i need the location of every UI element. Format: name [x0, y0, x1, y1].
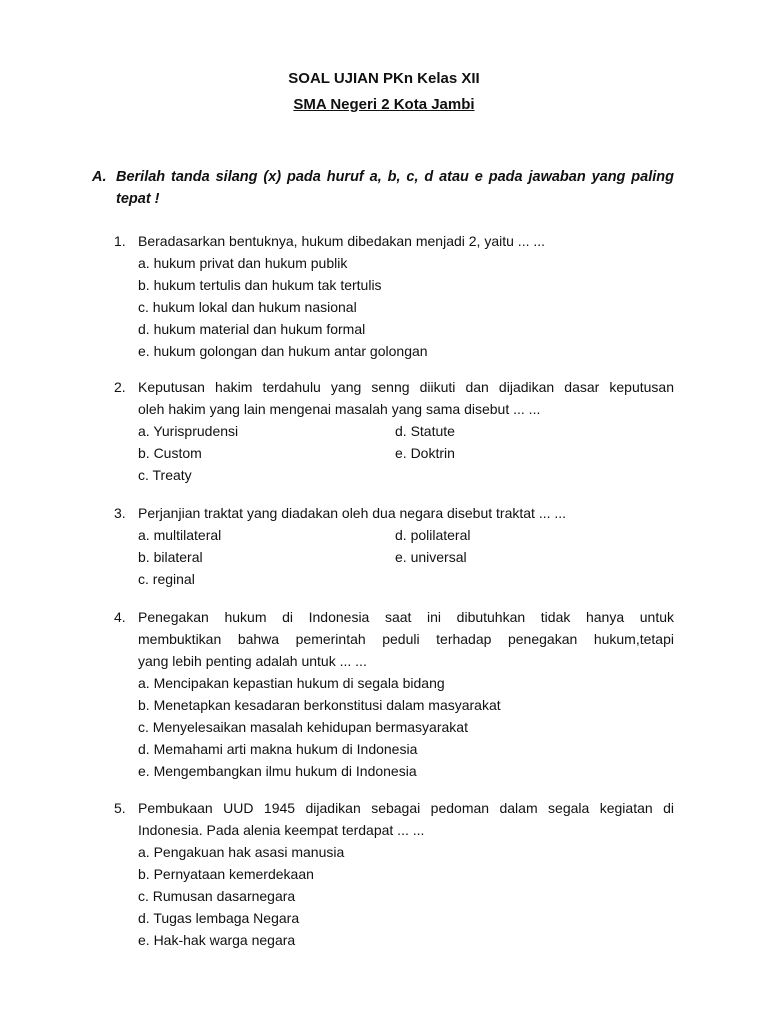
section-instruction	[92, 166, 674, 210]
option-empty	[395, 464, 674, 486]
question-number: 5.	[114, 800, 126, 816]
option-empty	[395, 568, 674, 590]
question-text: Perjanjian traktat yang diadakan oleh dua negara disebut traktat ... ...	[138, 505, 567, 521]
question-text-line: Penegakan hukum di Indonesia saat ini dibutuhkan tidak hanya untuk	[138, 609, 674, 625]
question-3	[114, 502, 674, 590]
question-text-line: Keputusan hakim terdahulu yang senng diikuti dan dijadikan dasar keputusan	[138, 379, 674, 395]
option-c: c. reginal	[138, 571, 195, 587]
option-c: c. Treaty	[138, 467, 192, 483]
question-2	[114, 376, 674, 486]
option-c: c. Rumusan dasarnegara	[138, 888, 296, 904]
question-number: 2.	[114, 379, 126, 395]
option-e: e. hukum golongan dan hukum antar golongan	[138, 343, 428, 359]
option-b: b. hukum tertulis dan hukum tak tertulis	[138, 277, 382, 293]
option-c: c. Menyelesaikan masalah kehidupan bermasyarakat	[138, 719, 468, 735]
option-e: e. universal	[395, 549, 467, 565]
question-text-line: yang lebih penting adalah untuk ... ...	[138, 653, 367, 669]
question-text: Beradasarkan bentuknya, hukum dibedakan menjadi 2, yaitu ... ...	[138, 233, 546, 249]
option-b: b. Menetapkan kesadaran berkonstitusi dalam masyarakat	[138, 697, 501, 713]
option-e: e. Mengembangkan ilmu hukum di Indonesia	[138, 763, 417, 779]
school-name: SMA Negeri 2 Kota Jambi	[293, 96, 475, 113]
option-d: d. hukum material dan hukum formal	[138, 321, 366, 337]
exam-title: SOAL UJIAN PKn Kelas XII	[288, 70, 480, 87]
question-text-line: oleh hakim yang lain mengenai masalah yang sama disebut ... ...	[138, 401, 541, 417]
option-b: b. bilateral	[138, 549, 203, 565]
question-text-line: membuktikan bahwa pemerintah peduli terhadap penegakan hukum,tetapi	[138, 631, 674, 647]
option-b: b. Custom	[138, 445, 202, 461]
option-e: e. Hak-hak warga negara	[138, 932, 296, 948]
option-d: d. polilateral	[395, 527, 471, 543]
option-a: a. Pengakuan hak asasi manusia	[138, 844, 345, 860]
option-a: a. hukum privat dan hukum publik	[138, 255, 348, 271]
option-d: d. Statute	[395, 423, 455, 439]
option-d: d. Memahami arti makna hukum di Indonesia	[138, 741, 418, 757]
option-e: e. Doktrin	[395, 445, 455, 461]
option-a: a. Yurisprudensi	[138, 423, 239, 439]
question-text-line: Indonesia. Pada alenia keempat terdapat ... ...	[138, 822, 425, 838]
instruction-text: Berilah tanda silang (x) pada huruf a, b, c, d atau e pada jawaban yang paling tepat !	[116, 169, 674, 207]
option-a: a. multilateral	[138, 527, 222, 543]
section-letter: A.	[92, 169, 107, 185]
question-number: 4.	[114, 609, 126, 625]
question-5	[114, 797, 674, 951]
question-number: 1.	[114, 233, 126, 249]
option-c: c. hukum lokal dan hukum nasional	[138, 299, 357, 315]
question-4	[114, 606, 674, 782]
option-a: a. Mencipakan kepastian hukum di segala bidang	[138, 675, 445, 691]
question-1	[114, 230, 674, 362]
question-number: 3.	[114, 505, 126, 521]
question-text-line: Pembukaan UUD 1945 dijadikan sebagai pedoman dalam segala kegiatan di	[138, 800, 674, 816]
option-b: b. Pernyataan kemerdekaan	[138, 866, 314, 882]
option-d: d. Tugas lembaga Negara	[138, 910, 300, 926]
